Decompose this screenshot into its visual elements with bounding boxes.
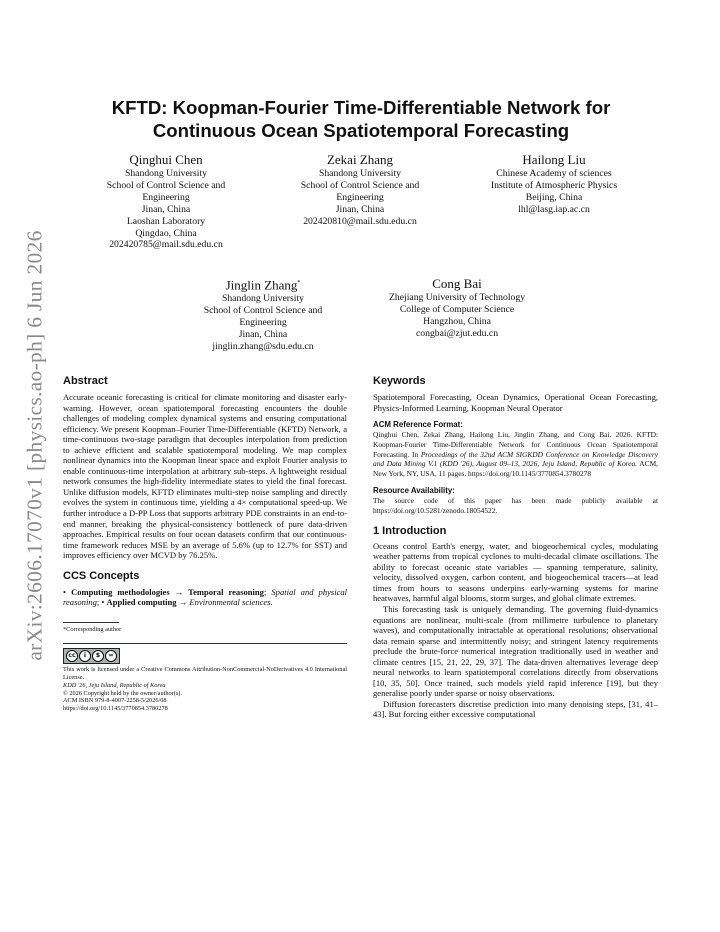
author-affiliation: Shandong University bbox=[124, 168, 208, 179]
keywords-heading: Keywords bbox=[373, 375, 426, 387]
author-affiliation: Engineering bbox=[336, 191, 384, 203]
acm-reference-heading: ACM Reference Format: bbox=[373, 420, 463, 430]
abstract-text: Accurate oceanic forecasting is critical for climate monitoring and disaster early-warning. However, ocean spatiotemporal forecasting encounters the double challenges of modeling complex dynamical systems and ensuring computational efficiency. We present Koopman–Fourier Time-Differentiable (KFTD) Network, a time-continuous two-stage paradigm that decouples interpolation from prediction to achieve efficient and scalable spatiotemporal modeling. We map complex nonlinear dynamics into the Koopman linear space and exploit Fourier analysis to enable continuous-time interpolation at arbitrary sub-steps. A lightweight residual network consumes the high-fidelity intermediate states to yield the final forecast. Unlike diffusion models, KFTD eliminates multi-step noise sampling and directly evolves the system in continuous time, yielding a 4× computational speed-up. We further introduce a D-PP Loss that supports arbitrary PDE constraints in an end-to-end manner, breaking the physical-consistency bottleneck of pure data-driven approaches. Empirical results on four ocean datasets confirm that our continuous-time framework reduces MSE by an average of 5.6% (up to 12.7% for SST) and improves efficiency over MCVD by 76.25%. bbox=[63, 392, 347, 561]
title-line-2: Continuous Ocean Spatiotemporal Forecasting bbox=[152, 120, 570, 141]
license-text: This work is licensed under a Creative Commons Attribution-NonCommercial-NoDerivatives 4.0 International License. bbox=[63, 665, 347, 681]
author-email: congbai@zjut.edu.cn bbox=[415, 327, 499, 339]
ccs-concepts: • Computing methodologies → Temporal reasoning; Spatial and physical reasoning; • Applied computing → Environmental sciences. bbox=[63, 586, 348, 608]
author-affiliation: School of Control Science and bbox=[300, 179, 420, 191]
left-column bbox=[63, 374, 347, 713]
noderivatives-icon: = bbox=[105, 650, 117, 662]
author-email: jinglin.zhang@sdu.edu.cn bbox=[212, 340, 314, 352]
author-block bbox=[71, 151, 261, 251]
resource-text: The source code of this paper has been made publicly available at https://doi.org/10.5281/zenodo.18054522. bbox=[373, 496, 658, 515]
author-name: Cong Bai bbox=[432, 276, 482, 291]
footnote: *Corresponding author bbox=[63, 625, 122, 633]
right-column bbox=[373, 374, 658, 720]
author-affiliation: Institute of Atmospheric Physics bbox=[490, 179, 618, 191]
author-email: lhl@lasg.iap.ac.cn bbox=[518, 203, 590, 215]
cc-license-badge[interactable] bbox=[63, 648, 120, 664]
arxiv-id: arXiv:2606.17070v1 [physics.ao-ph] 6 Jun 2026 bbox=[22, 229, 47, 661]
author-block bbox=[265, 151, 455, 228]
attribution-icon: i bbox=[79, 650, 91, 662]
author-affiliation: Zhejiang University of Technology bbox=[388, 292, 526, 303]
author-location: Jinan, China bbox=[238, 329, 288, 341]
license-rule bbox=[63, 643, 347, 644]
resource-heading: Resource Availability: bbox=[373, 486, 455, 496]
acm-isbn: ACM ISBN 979-8-4007-2258-5/2026/08 bbox=[63, 697, 167, 705]
copyright: © 2026 Copyright held by the owner/author(s). bbox=[63, 689, 182, 697]
author-affiliation: School of Control Science and bbox=[203, 305, 323, 317]
author-affiliation: Shandong University bbox=[221, 293, 305, 305]
author-email: 202420785@mail.sdu.edu.cn bbox=[109, 239, 223, 251]
author-location: Jinan, China bbox=[141, 203, 191, 215]
title-line-1: KFTD: Koopman-Fourier Time-Differentiable Network for bbox=[111, 97, 611, 118]
doi-link[interactable]: https://doi.org/10.1145/3770854.3780278 bbox=[63, 705, 168, 713]
author-affiliation: School of Control Science and bbox=[106, 179, 226, 191]
author-name: Qinghui Chen bbox=[129, 152, 203, 167]
author-name: Jinglin Zhang* bbox=[225, 277, 301, 293]
author-location: Jinan, China bbox=[335, 203, 385, 215]
author-email: 202420810@mail.sdu.edu.cn bbox=[303, 215, 417, 227]
abstract-heading: Abstract bbox=[63, 375, 108, 387]
author-name: Zekai Zhang bbox=[326, 152, 394, 167]
author-affiliation: Engineering bbox=[142, 191, 190, 203]
intro-paragraph: Diffusion forecasters discretise prediction into many denoising steps, [31, 41–43]. But forcing either excessive computational bbox=[373, 698, 658, 720]
author-affiliation: College of Computer Science bbox=[399, 303, 515, 315]
noncommercial-icon: $ bbox=[92, 650, 104, 662]
ccs-heading: CCS Concepts bbox=[63, 569, 140, 582]
paper-title bbox=[62, 96, 660, 142]
keywords-text: Spatiotemporal Forecasting, Ocean Dynamics, Operational Ocean Forecasting, Physics-Informed Learning, Koopman Neural Operator bbox=[373, 392, 658, 413]
author-block bbox=[459, 151, 649, 216]
author-block bbox=[362, 275, 552, 340]
acm-reference-text: Qinghui Chen, Zekai Zhang, Hailong Liu, Jinglin Zhang, and Cong Bai. 2026. KFTD: Koopman-Fourier Time-Differentiable Network for Continuous Ocean Spatiotemporal Forecasting. In Proceedings of the 32nd ACM SIGKDD Conference on Knowledge Discovery and Data Mining V.1 (KDD '26), August 09–13, 2026, Jeju Island, Republic of Korea. ACM, New York, NY, USA, 11 pages. https://doi.org/10.1145/3770854.3780278 bbox=[373, 430, 658, 479]
author-affiliation: Shandong University bbox=[318, 168, 402, 179]
author-location: Qingdao, China bbox=[135, 227, 197, 239]
conference-venue: KDD '26, Jeju Island, Republic of Korea bbox=[63, 681, 166, 689]
corresponding-mark: * bbox=[297, 280, 301, 286]
intro-paragraph: Oceans control Earth's energy, water, and biogeochemical cycles, modulating weather patterns from tropical cyclones to multi-decadal climate oscillations. The ability to forecast oceanic state variables — spanning temperature, salinity, velocity, dissolved oxygen, carbon content, and biogeochemical tracers—at lead times from hours to seasons underpins early-warning systems for marine heatwaves, harmful algal blooms, storm surges, and global climate extremes. bbox=[373, 540, 658, 604]
intro-paragraph: This forecasting task is uniquely demanding. The governing fluid-dynamics equations are nonlinear, multi-scale (from millimetre turbulence to planetary waves), and computationally intractable at operational resolutions; observational data remain sparse and intermittently noisy; and stringent latency requirements preclude the brute-force numerical integration traditionally used in weather and climate centres [15, 21, 22, 29, 37]. The data-driven alternatives leverage deep neural networks to learn spatiotemporal correlations directly from observations [10, 35, 50]. Once trained, such models yield rapid inference [19], but they generalise poorly under sparse or noisy observations. bbox=[373, 603, 658, 699]
author-affiliation: Engineering bbox=[239, 317, 287, 329]
cc-icon: cc bbox=[66, 650, 78, 662]
section-heading-introduction: 1 Introduction bbox=[373, 524, 447, 537]
author-affiliation: Laoshan Laboratory bbox=[126, 215, 206, 227]
footnote-rule bbox=[63, 622, 119, 623]
arxiv-stamp bbox=[20, 230, 50, 660]
author-block bbox=[168, 275, 358, 353]
author-name: Hailong Liu bbox=[522, 152, 586, 167]
author-location: Hangzhou, China bbox=[423, 315, 491, 327]
author-location: Beijing, China bbox=[525, 191, 583, 203]
author-affiliation: Chinese Academy of sciences bbox=[496, 168, 612, 179]
